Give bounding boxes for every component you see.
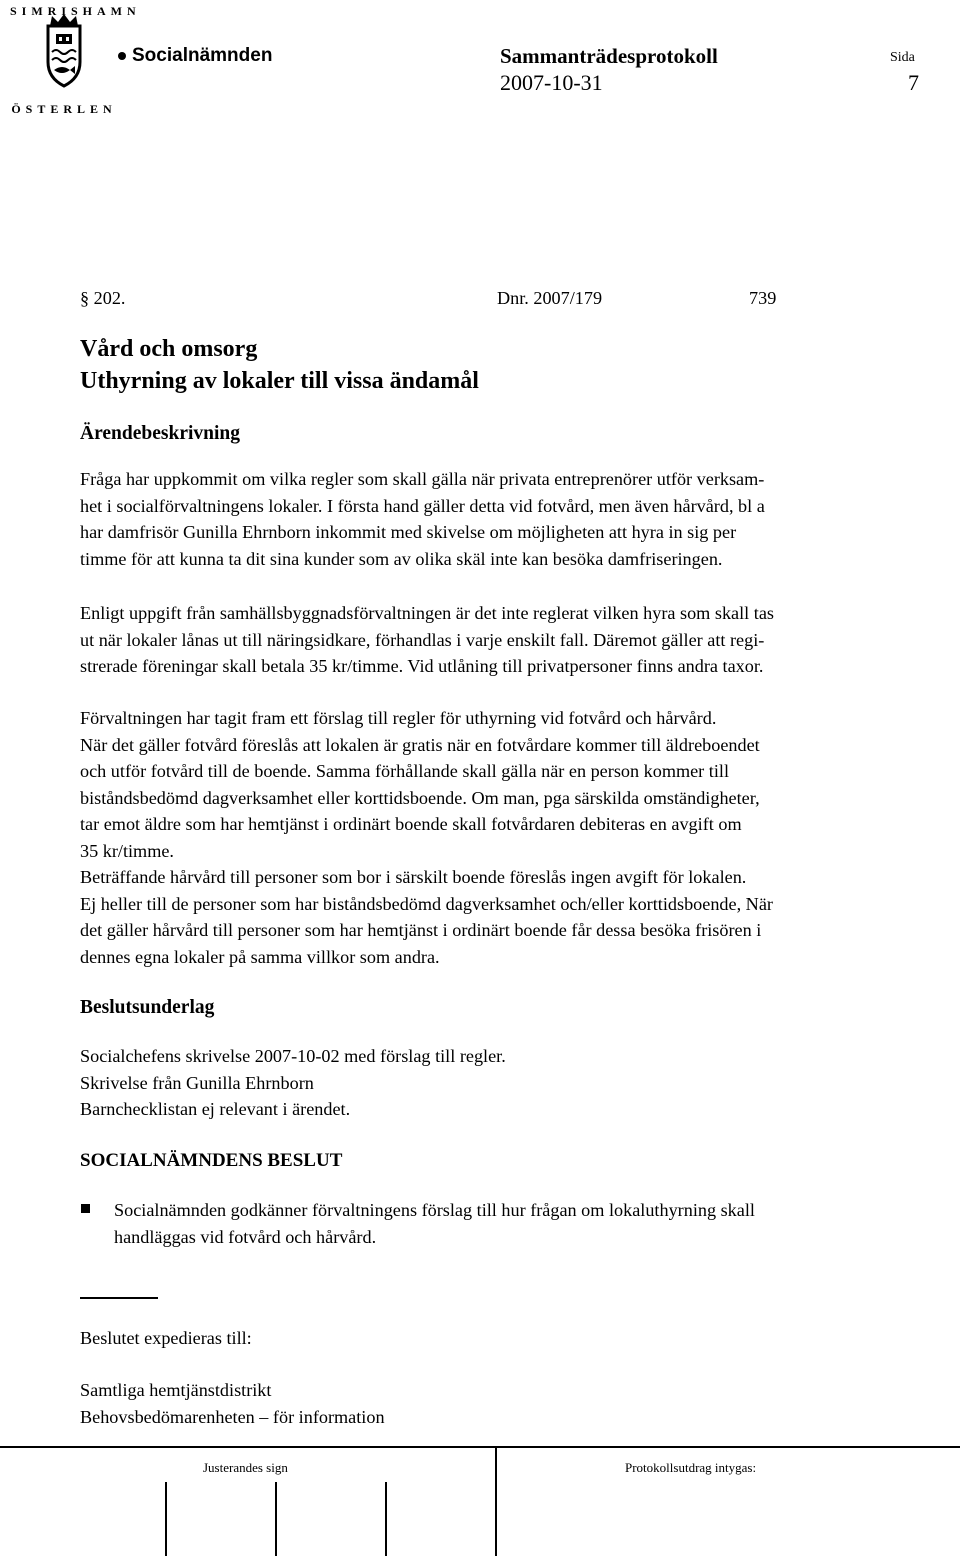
- signature-box-line: [165, 1482, 167, 1556]
- text-line: dennes egna lokaler på samma villkor som andra.: [80, 946, 440, 967]
- text-line: Beträffande hårvård till personer som bor i särskilt boende föreslås ingen avgift för lokalen.: [80, 867, 747, 887]
- document-date: 2007-10-31: [500, 70, 603, 95]
- text-line: handläggas vid fotvård och hårvård.: [114, 1226, 377, 1247]
- document-type: Sammanträdesprotokoll: [500, 44, 718, 68]
- list-item: Barnchecklistan ej relevant i ärendet.: [80, 1099, 351, 1119]
- text-line: timme för att kunna ta dit sina kunder som av olika skäl inte kan besöka damfriseringen.: [80, 548, 723, 569]
- text-line: har damfrisör Gunilla Ehrnborn inkommit med skivelse om möjligheten att hyra in sig per: [80, 522, 737, 542]
- text-line: och utför fotvård till de boende. Samma förhållande skall gälla när en person kommer till: [80, 761, 729, 781]
- text-line: biståndsbedömd dagverksamhet eller korttidsboende. Om man, pga särskilda omständigheter,: [80, 787, 760, 808]
- arende-paragraph-3: [80, 705, 950, 970]
- dnr: Dnr. 2007/179: [497, 288, 603, 308]
- bullet-dot-icon: [118, 52, 126, 60]
- text-line: strerade föreningar skall betala 35 kr/timme. Vid utlåning till privatpersoner finns andra taxor.: [80, 656, 764, 676]
- case-number: 739: [749, 288, 777, 308]
- list-item: Socialchefens skrivelse 2007-10-02 med förslag till regler.: [80, 1046, 506, 1066]
- signature-box-line: [495, 1482, 497, 1556]
- text-line: ut när lokaler lånas ut till näringsidkare, förhandlas i varje enskilt fall. Däremot gäller att regi-: [80, 629, 765, 650]
- committee-name: Socialnämnden: [132, 45, 273, 66]
- municipality-logo: [4, 4, 141, 120]
- text-line: När det gäller fotvård föreslås att lokalen är gratis när en fotvårdare kommer till äldreboendet: [80, 734, 760, 755]
- footer-justerandes-sign: Justerandes sign: [203, 1460, 288, 1475]
- section-heading-beslutsunderlag: Beslutsunderlag: [80, 997, 215, 1018]
- section-heading-arende: Ärendebeskrivning: [80, 423, 240, 444]
- paragraph-number: § 202.: [80, 288, 126, 308]
- logo-text-top: SIMRISHAMN: [10, 4, 141, 18]
- text-line: Fråga har uppkommit om vilka regler som skall gälla när privata entreprenörer utför verksam-: [80, 469, 765, 489]
- page-title-line2: Uthyrning av lokaler till vissa ändamål: [80, 368, 479, 394]
- list-item: Skrivelse från Gunilla Ehrnborn: [80, 1072, 314, 1093]
- page-title-line1: Vård och omsorg: [80, 336, 258, 362]
- section-heading-beslut: SOCIALNÄMNDENS BESLUT: [80, 1150, 343, 1171]
- footer-divider: [0, 1446, 960, 1448]
- beslutsunderlag-list: [80, 1043, 950, 1123]
- text-line: Socialnämnden godkänner förvaltningens förslag till hur frågan om lokaluthyrning skall: [114, 1200, 755, 1220]
- beslut-text: [114, 1197, 944, 1250]
- text-line: 35 kr/timme.: [80, 840, 174, 861]
- divider-short: [80, 1297, 158, 1299]
- text-line: Förvaltningen har tagit fram ett förslag till regler för uthyrning vid fotvård och hårvård.: [80, 708, 717, 728]
- list-item: Behovsbedömarenheten – för information: [80, 1406, 385, 1427]
- expedieras-list: [80, 1377, 950, 1430]
- footer-protokollsutdrag: Protokollsutdrag intygas:: [625, 1460, 757, 1475]
- signature-box-line: [275, 1482, 277, 1556]
- page-label: Sida: [890, 50, 915, 65]
- text-line: Ej heller till de personer som har biståndsbedömd dagverksamhet och/eller korttidsboende, När: [80, 893, 773, 914]
- page-number: 7: [908, 70, 919, 95]
- square-bullet-icon: [81, 1204, 90, 1213]
- text-line: Enligt uppgift från samhällsbyggnadsförvaltningen är det inte reglerat vilken hyra som skall tas: [80, 603, 774, 623]
- arende-paragraph-1: [80, 466, 950, 572]
- arende-paragraph-2: [80, 600, 950, 680]
- text-line: det gäller hårvård till personer som har hemtjänst i ordinärt boende får dessa besöka frisören i: [80, 920, 762, 940]
- list-item: Samtliga hemtjänstdistrikt: [80, 1380, 272, 1400]
- text-line: tar emot äldre som har hemtjänst i ordinärt boende skall fotvårdaren debiteras en avgift om: [80, 814, 742, 834]
- signature-box-line: [385, 1482, 387, 1556]
- expedieras-heading: Beslutet expedieras till:: [80, 1328, 252, 1348]
- text-line: het i socialförvaltningens lokaler. I första hand gäller detta vid fotvård, men även hårvård, bl a: [80, 495, 765, 516]
- logo-text-bottom: ÖSTERLEN: [11, 102, 117, 116]
